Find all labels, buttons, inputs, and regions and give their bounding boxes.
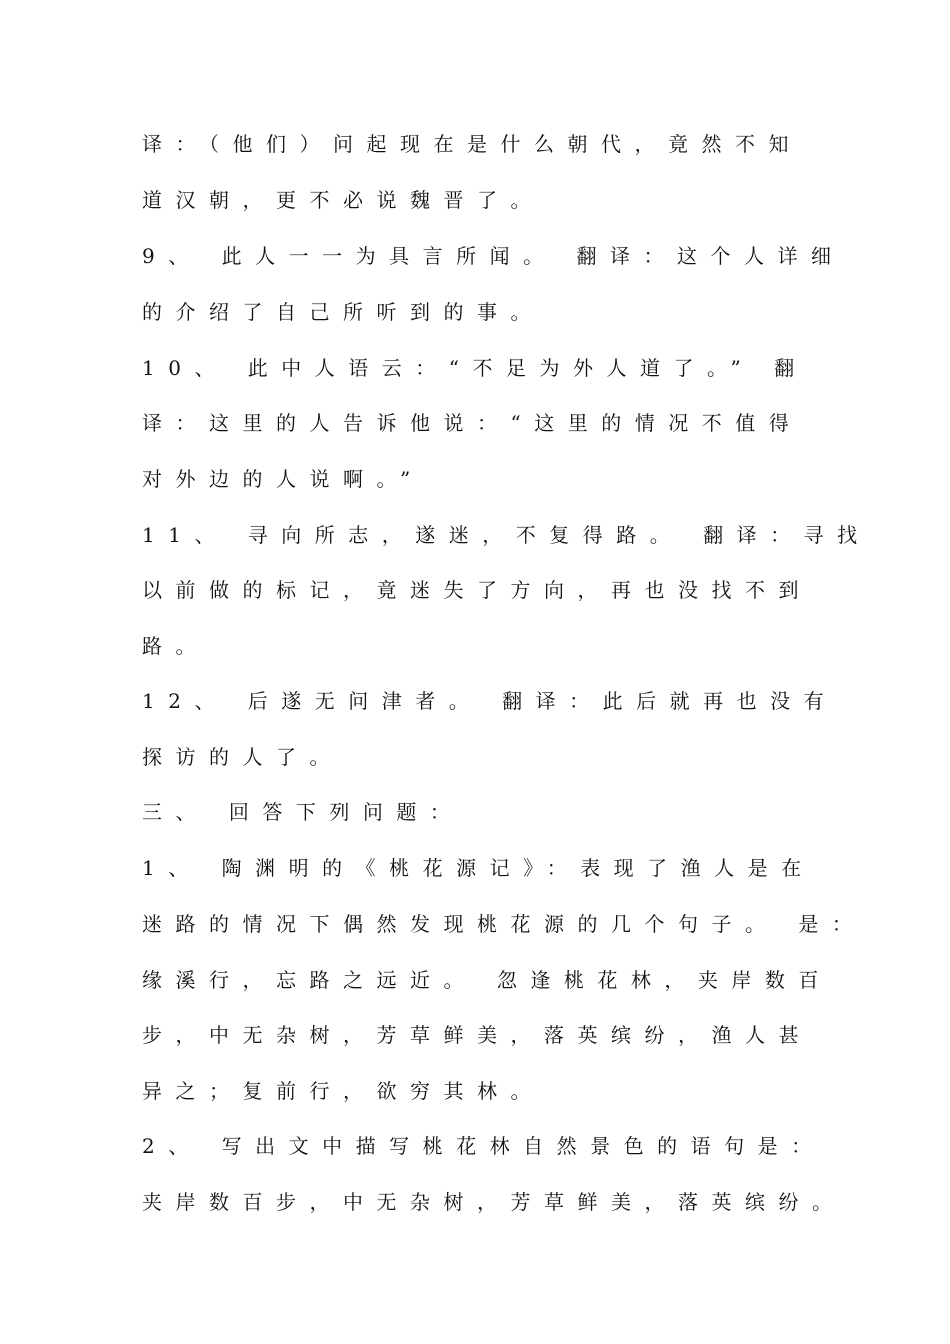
text-line: 以前做的标记，竟迷失了方向，再也没找不到 [142, 578, 812, 602]
text-line: 对外边的人说啊。” [142, 467, 424, 491]
text-line: 9、 此人一一为具言所闻。 翻译：这个人详细 [142, 244, 845, 268]
text-line: 12、 后遂无问津者。 翻译：此后就再也没有 [142, 689, 838, 713]
text-line: 2、 写出文中描写桃花林自然景色的语句是： [142, 1134, 825, 1158]
text-line: 步，中无杂树，芳草鲜美，落英缤纷，渔人甚 [142, 1023, 812, 1047]
text-line: 11、 寻向所志，遂迷，不复得路。 翻译：寻找 [142, 523, 871, 547]
text-line: 夹岸数百步，中无杂树，芳草鲜美，落英缤纷。 [142, 1190, 846, 1214]
text-line: 缘溪行，忘路之远近。 忽逢桃花林，夹岸数百 [142, 968, 832, 992]
text-line: 异之；复前行，欲穷其林。 [142, 1079, 544, 1103]
text-line: 道汉朝，更不必说魏晋了。 [142, 188, 544, 212]
text-line: 探访的人了。 [142, 745, 343, 769]
text-line: 10、 此中人语云：“不足为外人道了。” 翻 [142, 356, 808, 380]
text-line: 迷路的情况下偶然发现桃花源的几个句子。 是： [142, 912, 866, 936]
section-heading: 三、 回答下列问题： [142, 800, 464, 824]
text-line: 路。 [142, 634, 209, 658]
text-line: 的介绍了自己所听到的事。 [142, 300, 544, 324]
text-line: 译：（他们）问起现在是什么朝代，竟然不知 [142, 132, 802, 156]
text-line: 1、 陶渊明的《桃花源记》：表现了渔人是在 [142, 856, 815, 880]
text-line: 译：这里的人告诉他说：“这里的情况不值得 [142, 411, 803, 435]
